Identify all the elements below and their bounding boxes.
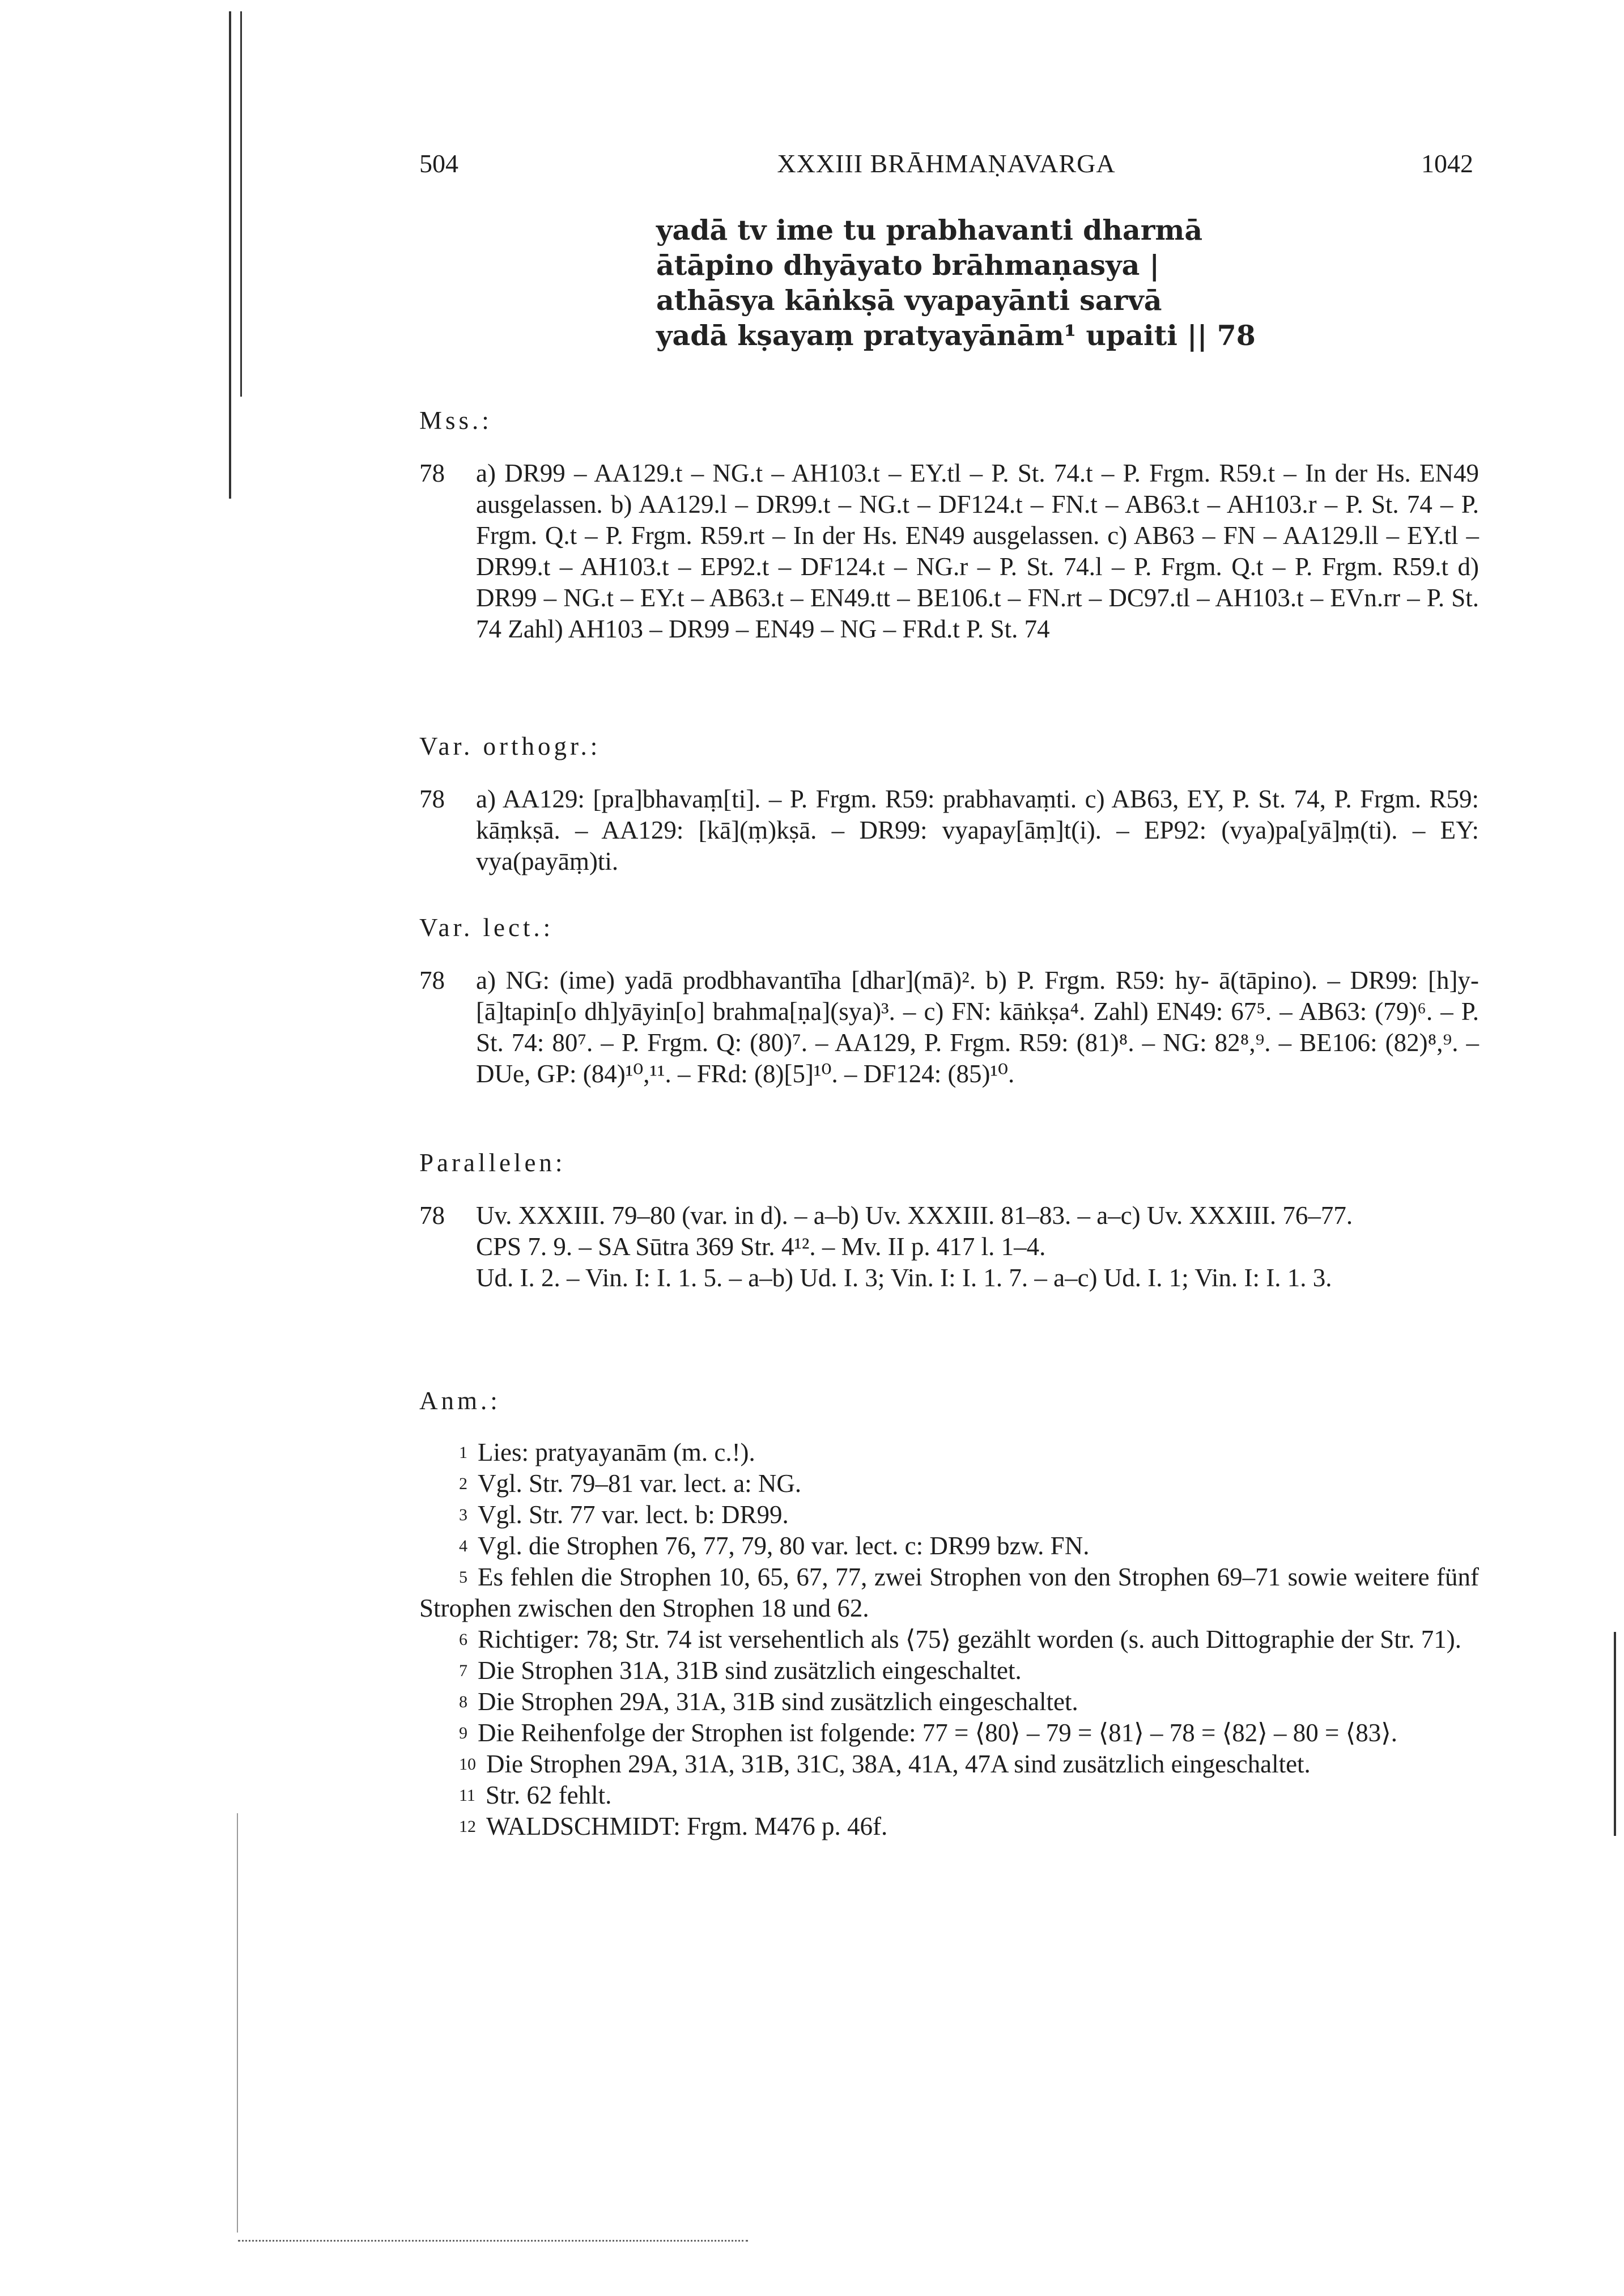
footnote-number: 4: [459, 1537, 467, 1555]
footnote-text: Die Strophen 29A, 31A, 31B, 31C, 38A, 41A, 47A sind zusätzlich eingeschaltet.: [486, 1750, 1311, 1778]
parallel-line: Ud. I. 2. – Vin. I: I. 1. 5. – a–b) Ud. I. 3; Vin. I: I. 1. 7. – a–c) Ud. I. 1; Vin. I: I. 1. 3.: [476, 1264, 1332, 1292]
footnote: [419, 1811, 1479, 1842]
verse-line: yadā kṣayaṃ pratyayānām¹ upaiti || 78: [656, 319, 1256, 352]
section-title: Parallelen:: [419, 1149, 566, 1177]
section-title: Mss.:: [419, 406, 492, 435]
scan-edge-line: [1614, 1632, 1616, 1836]
section-title: Var. orthogr.:: [419, 732, 601, 760]
section-title: Anm.:: [419, 1387, 501, 1415]
footnote-number: 10: [459, 1755, 476, 1774]
page-number: 504: [419, 149, 458, 178]
footnote-text: Es fehlen die Strophen 10, 65, 67, 77, zwei Strophen von den Strophen 69–71 sowie weitere fünf Strophen zwischen den Strophen 18 und 62.: [419, 1563, 1479, 1622]
verse-range-number: 1042: [1421, 149, 1473, 178]
footnote: [419, 1717, 1479, 1749]
mss-section: [419, 405, 1479, 645]
section-title: Var. lect.:: [419, 913, 554, 942]
footnote: [419, 1437, 1479, 1468]
footnote-number: 5: [459, 1568, 467, 1587]
verse-line: athāsya kāṅkṣā vyapayānti sarvā: [656, 284, 1162, 317]
footnote: [419, 1780, 1479, 1811]
verse-ref-number: 78: [419, 966, 445, 994]
footnote-number: 3: [459, 1506, 467, 1524]
chapter-title: XXXIII BRĀHMAṆAVARGA: [777, 149, 1116, 178]
verse-ref-number: 78: [419, 1201, 445, 1230]
scan-dotted-line: [238, 2240, 748, 2246]
var-orthogr-section: [419, 731, 1479, 877]
footnote: [419, 1655, 1479, 1686]
footnote: [419, 1562, 1479, 1624]
footnote: [419, 1499, 1479, 1530]
footnote-text: Str. 62 fehlt.: [485, 1781, 612, 1809]
var-lect-section: [419, 912, 1479, 1090]
scan-edge-line: [229, 11, 231, 499]
verse-ref-number: 78: [419, 459, 445, 487]
verse-line: ātāpino dhyāyato brāhmaṇasya |: [656, 249, 1160, 282]
footnote-text: Die Strophen 31A, 31B sind zusätzlich eingeschaltet.: [478, 1656, 1022, 1685]
footnote-number: 6: [459, 1630, 467, 1649]
footnote: [419, 1686, 1479, 1717]
footnote: [419, 1468, 1479, 1499]
footnote-text: Die Strophen 29A, 31A, 31B sind zusätzlich eingeschaltet.: [478, 1687, 1078, 1716]
footnote-text: Vgl. Str. 77 var. lect. b: DR99.: [478, 1500, 789, 1529]
footnote-number: 11: [459, 1786, 475, 1805]
footnote-number: 12: [459, 1817, 476, 1836]
scan-edge-line: [240, 11, 242, 397]
var-orthogr-text: a) AA129: [pra]bhavaṃ[ti]. – P. Frgm. R59: prabhavaṃti. c) AB63, EY, P. St. 74, P. Frgm. R59: kāṃkṣā. – AA129: [kā](ṃ)kṣā. – DR99: vyapay[āṃ]t(i). – EP92: (vya)pa[yā]ṃ(ti). – EY: vya(payāṃ)ti.: [476, 785, 1479, 875]
verse-ref-number: 78: [419, 785, 445, 813]
footnote: [419, 1624, 1479, 1655]
footnote-number: 9: [459, 1724, 467, 1742]
parallel-line: CPS 7. 9. – SA Sūtra 369 Str. 4¹². – Mv. II p. 417 l. 1–4.: [476, 1232, 1046, 1261]
verse-line: yadā tv ime tu prabhavanti dharmā: [656, 214, 1203, 246]
parallel-line: Uv. XXXIII. 79–80 (var. in d). – a–b) Uv. XXXIII. 81–83. – a–c) Uv. XXXIII. 76–77.: [476, 1201, 1353, 1230]
footnote-text: Richtiger: 78; Str. 74 ist versehentlich als ⟨75⟩ gezählt worden (s. auch Dittographie der Str. 71).: [478, 1625, 1461, 1653]
anm-section: [419, 1385, 1479, 1842]
footnote-text: WALDSCHMIDT: Frgm. M476 p. 46f.: [486, 1812, 888, 1840]
verse-block: [656, 212, 1506, 353]
var-lect-text: a) NG: (ime) yadā prodbhavantīha [dhar](mā)². b) P. Frgm. R59: hy- ā(tāpino). – DR99: [h]y-[ā]tapin[o dh]yāyin[o] brahma[ṇa](sya)³. – c) FN: kāṅkṣa⁴. Zahl) EN49: 67⁵. – AB63: (79)⁶. – P. St. 74: 80⁷. – P. Frgm. Q: (80)⁷. – AA129, P. Frgm. R59: (81)⁸. – NG: 82⁸,⁹. – BE106: (82)⁸,⁹. – DUe, GP: (84)¹⁰,¹¹. – FRd: (8)[5]¹⁰. – DF124: (85)¹⁰.: [476, 966, 1479, 1088]
footnote-text: Vgl. die Strophen 76, 77, 79, 80 var. lect. c: DR99 bzw. FN.: [478, 1532, 1090, 1560]
footnote-text: Lies: pratyayanām (m. c.!).: [478, 1438, 755, 1466]
mss-text: a) DR99 – AA129.t – NG.t – AH103.t – EY.tl – P. St. 74.t – P. Frgm. R59.t – In der Hs. EN49 ausgelassen. b) AA129.l – DR99.t – NG.t – DF124.t – FN.t – AB63.t – AH103.r – P. St. 74 – P. Frgm. Q.t – P. Frgm. R59.rt – In der Hs. EN49 ausgelassen. c) AB63 – FN – AA129.ll – EY.tl – DR99.t – AH103.t – EP92.t – DF124.t – NG.r – P. St. 74.l – P. Frgm. Q.t – P. Frgm. R59.t d) DR99 – NG.t – EY.t – AB63.t – EN49.tt – BE106.t – FN.rt – DC97.tl – AH103.t – EVn.rr – P. St. 74 Zahl) AH103 – DR99 – EN49 – NG – FRd.t P. St. 74: [476, 459, 1479, 643]
footnote-number: 8: [459, 1693, 467, 1711]
section-body: [419, 1200, 1479, 1294]
parallelen-section: [419, 1147, 1479, 1294]
footnote-text: Vgl. Str. 79–81 var. lect. a: NG.: [478, 1469, 802, 1498]
running-header: [419, 148, 1473, 188]
section-body: [419, 458, 1479, 645]
footnote: [419, 1530, 1479, 1562]
section-body: [419, 784, 1479, 877]
footnote-number: 2: [459, 1474, 467, 1493]
scan-edge-line: [237, 1813, 238, 2233]
footnote: [419, 1749, 1479, 1780]
section-body: [419, 965, 1479, 1090]
footnote-text: Die Reihenfolge der Strophen ist folgende: 77 = ⟨80⟩ – 79 = ⟨81⟩ – 78 = ⟨82⟩ – 80 = ⟨83⟩.: [478, 1719, 1398, 1747]
footnote-number: 7: [459, 1661, 467, 1680]
footnote-number: 1: [459, 1443, 467, 1462]
